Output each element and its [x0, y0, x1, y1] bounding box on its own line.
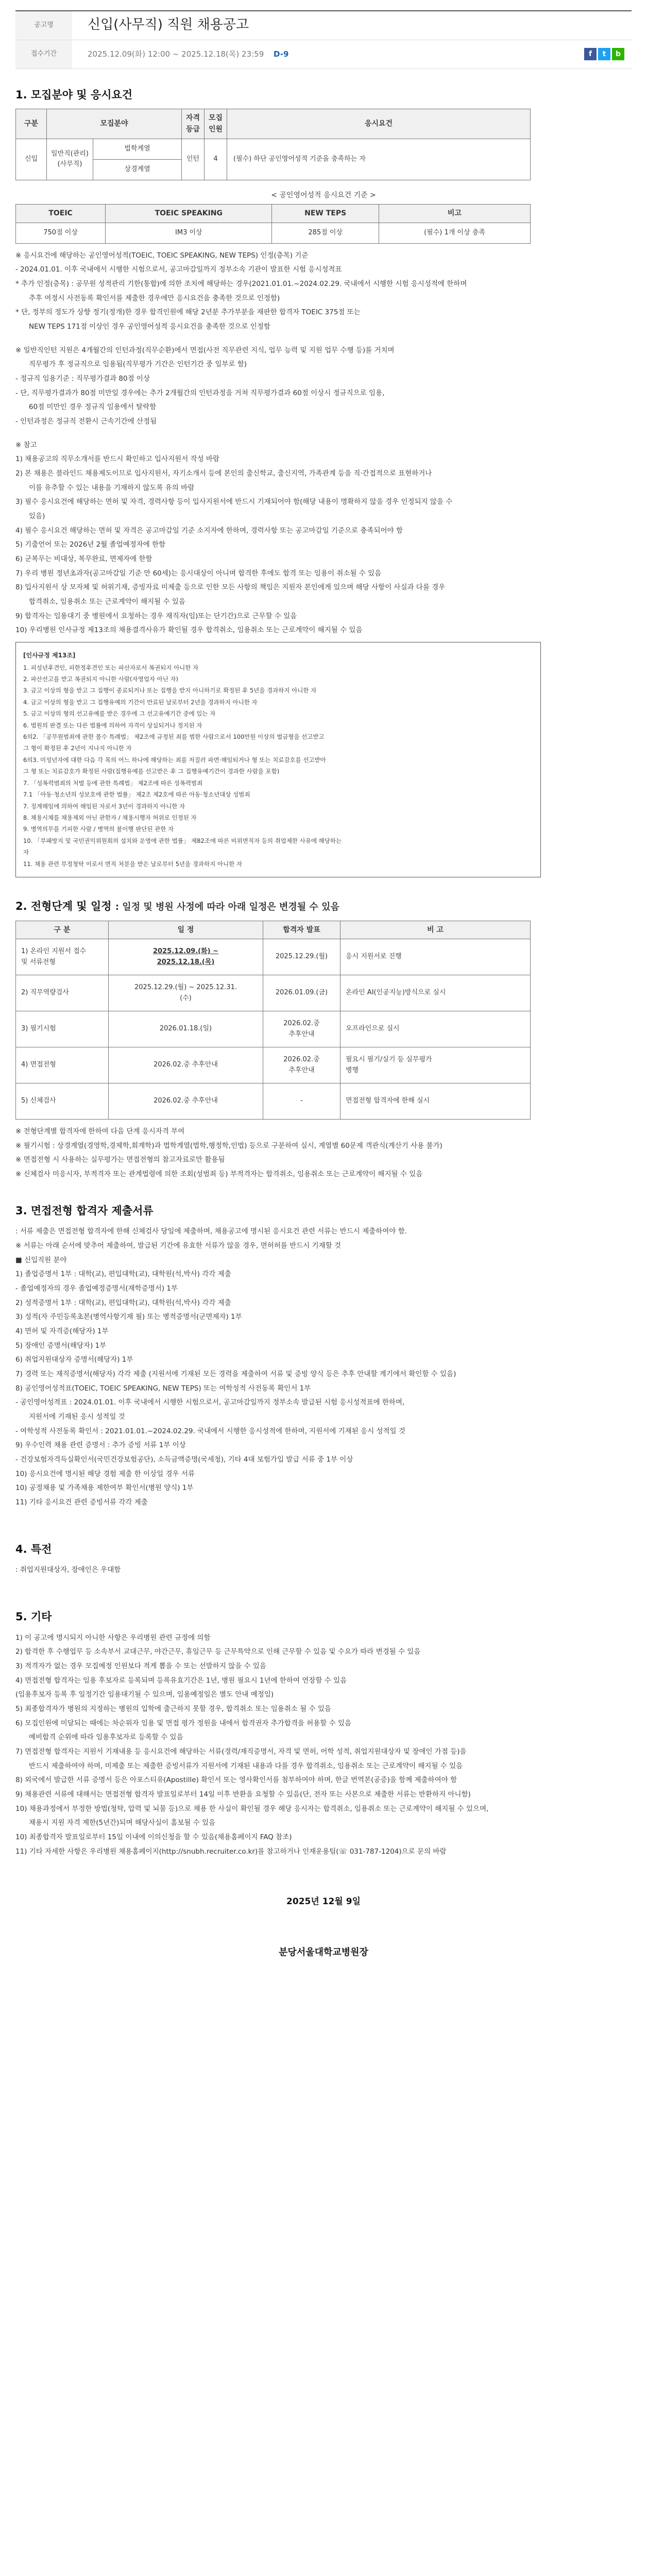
schedule-row-step: 1) 온라인 지원서 접수 및 서류전형: [16, 939, 109, 975]
schedule-note: ※ 면접전형 시 사용하는 실무평가는 면접전형의 참고자료로만 활용됨: [15, 1156, 225, 1164]
intern-notes: [15, 344, 632, 429]
dday-badge: D-9: [274, 49, 289, 59]
ref-item: 있음): [29, 512, 45, 521]
box-line: 3. 금고 이상의 형을 받고 그 집행이 종료되거나 또는 집행을 받지 아니하기로 확정된 후 5년을 경과하지 아니한 자: [23, 687, 317, 694]
notice-title: 신입(사무직) 직원 채용공고: [88, 17, 249, 33]
doc-item: 9) 우수인력 채용 관련 증명서 : 추가 증빙 서류 1부 이상: [15, 1441, 186, 1450]
notice-info-table: [15, 10, 632, 69]
doc-item: - 여학성적 사전동록 확인서 : 2021.01.01.~2024.02.29. 국내에서 시행한 응시성적에 한하며, 지원서에 기재된 응시 성적일 것: [15, 1427, 405, 1435]
schedule-row-step: 2) 직무역량검사: [16, 975, 109, 1011]
row-grade: 인턴: [182, 139, 205, 180]
schedule-row-step: 4) 면접전형: [16, 1047, 109, 1083]
col-kind: 구분: [16, 109, 47, 139]
ref-item: 이를 유추할 수 있는 내용을 기재하지 않도록 유의 바람: [29, 483, 195, 492]
sched-col-date: 일 정: [109, 921, 263, 939]
box-line: 6의2. 「공무원범죄에 관한 몰수 특례법」 제2조에 규정된 죄를 범한 사람으로서 100만원 이상의 벌금형을 선고받고: [23, 733, 325, 741]
reference-title: ※ 참고: [15, 440, 37, 449]
doc-intro-line: ※ 서류는 아래 순서에 맞추어 제출하여, 발급된 기간에 유효한 서류가 않을 경우, 면허허를 반드시 기재할 것: [15, 1242, 341, 1250]
row-sub2: 상경계열: [93, 159, 182, 180]
notice-date: 2025년 12월 9일: [286, 1896, 361, 1907]
ref-item: 합격취소, 임용취소 또는 근로계약이 해지될 수 있음: [29, 598, 185, 606]
row-field: 일반직(관리) (사무직): [47, 139, 93, 180]
eng-note-line: * 추가 인정(층목) : 공무원 성적관리 기한(통합)에 의한 조치에 해당하는 경우(2021.01.01.~2024.02.29. 국내에서 시행한 시험 응시성적에 한하며: [15, 280, 467, 288]
eng-note-line: - 2024.01.01. 이후 국내에서 시행한 시험으로서, 공고마감일까지 정부소속 기관이 발표한 시험 응시성적표: [15, 265, 342, 274]
eng-note: (필수) 1개 이상 충족: [379, 223, 530, 243]
box-line: 4. 금고 이상의 형을 받고 그 집행유예의 기간이 만료된 날로부터 2년을 경과하지 아니한 자: [23, 698, 258, 706]
schedule-row-result: -: [263, 1083, 340, 1120]
schedule-row-note: 오프라인으로 실시: [340, 1011, 531, 1047]
misc-item: 4) 면접전형 합격자는 임용 후보자로 등록되며 등록유효기간은 1년, 병원 필요시 1년에 한하여 연장할 수 있음: [15, 1676, 347, 1685]
eng-note-line: * 단, 정부의 정도가 상향 정기(정개)한 경우 합격인원에 해당 2년분 추가부분을 재판한 합격자 TOEIC 375점 또는: [15, 308, 361, 317]
misc-item: 5) 최종합격자가 병원의 지정하는 병원의 입학에 출근하지 못할 경우, 합격취소 또는 임용취소 될 수 있음: [15, 1705, 331, 1714]
ref-item: 10) 우리병원 인사규정 제13조의 채용결격사유가 확인될 경우 합격취소, 임용취소 또는 근로계약이 해지될 수 있음: [15, 626, 363, 635]
eng-note-line: NEW TEPS 171점 이상인 경우 공인영어성적 응시요건을 충족한 것으로 인정함: [29, 323, 270, 331]
application-period: 2025.12.09(화) 12:00 ~ 2025.12.18(목) 23:59: [88, 49, 264, 59]
doc-item: 3) 성적(자 주민등록초본(병역사항기재 필) 또는 병적증명서(군면제자) 1부: [15, 1313, 242, 1321]
box-line: 자: [23, 849, 29, 856]
schedule-row-result: 2026.02.중 추후안내: [263, 1047, 340, 1083]
misc-item: 1) 이 공고에 명시되지 아니한 사항은 우리병원 관련 규정에 의함: [15, 1633, 211, 1642]
box-line: 1. 피성년후견인, 피한정후견인 또는 파산자로서 복권되지 아니한 자: [23, 664, 199, 671]
doc-item: 2) 성적증명서 1부 : 대학(교), 편입대학(교), 대학원(석,박사) 각각 제출: [15, 1298, 231, 1307]
row-req: (필수) 하단 공인영어성적 기준을 충족하는 자: [227, 139, 531, 180]
misc-item: 3) 적격자가 없는 경우 모집예정 인원보다 적게 뽑을 수 또는 선발하지 않을 수 있음: [15, 1662, 266, 1671]
doc-item: 10) 응시요건에 명시된 해당 경험 제출 한 이상일 경우 서류: [15, 1469, 195, 1478]
schedule-row-date: 2026.02.중 추후안내: [109, 1047, 263, 1083]
box-line: 6의3. 미성년자에 대한 다음 각 목의 어느 하나에 해당하는 죄를 저질러 파면·해임되거나 형 또는 치료감호를 선고받아: [23, 756, 326, 764]
misc-item: 예비합격 순위에 따라 임용후보자로 등록할 수 있음: [29, 1733, 183, 1742]
twitter-icon[interactable]: t: [598, 48, 610, 60]
share-buttons: [584, 48, 624, 60]
box-line: 7. 「성폭력범죄의 처벌 등에 관한 특례법」 제2조에 따른 성폭력범죄: [23, 779, 203, 787]
doc-item: 7) 경력 또는 재직증명서(해당자) 각각 제출 (지원서에 기재된 모든 경력을 제출하여 서류 및 증빙 양식 등은 추후 안내할 계기에서 확인할 수 있음): [15, 1370, 456, 1379]
ref-item: 8) 입사지원서 상 모자체 및 허위기재, 증빙자료 미제출 등으로 인한 모든 사항의 책임은 지원자 본인에게 있으며 해당 사항이 사실과 다를 경우: [15, 583, 446, 592]
eng-col-note: 비고: [379, 205, 530, 223]
doc-item: 지원서에 기재된 응시 성적일 것: [29, 1413, 125, 1421]
misc-item: 10) 최종합격자 발표일로부터 15일 이내에 이의신청을 할 수 있음(채용홈페이지 FAQ 참조): [15, 1833, 292, 1842]
documents-intro: [15, 1225, 632, 1267]
intern-note-line: - 인턴과정은 정규직 전환시 근속기간에 산정됨: [15, 417, 157, 426]
schedule-row-step: 3) 필기시험: [16, 1011, 109, 1047]
period-label: 접수기간: [15, 40, 72, 69]
schedule-row-date: 2026.02.중 추후안내: [109, 1083, 263, 1120]
blog-icon[interactable]: b: [612, 48, 624, 60]
misc-item: 채용시 지원 자격 제한(5년간)되며 해당사실이 홈보될 수 있음: [29, 1819, 216, 1827]
notice-footer: [15, 1895, 632, 1960]
eng-note-line: ※ 응시요건에 해당하는 공인영어성적(TOEIC, TOEIC SPEAKING, NEW TEPS) 인정(층목) 기준: [15, 251, 309, 260]
schedule-row-note: 응시 지원서로 진행: [340, 939, 531, 975]
hr-rule-box: [15, 642, 541, 877]
box-line: 9. 병역의무를 기피한 사람 / 병역의 불이행 판단된 관한 자: [23, 825, 174, 833]
title-label: 공고명: [15, 11, 72, 40]
ref-item: 7) 우리 병원 정년초과자(공고마감일 기준 만 60세)는 응시대상이 아니며 합격한 후에도 합격 또는 임용이 취소될 수 있음: [15, 569, 382, 578]
reference-list: [15, 452, 632, 638]
misc-list: [15, 1631, 632, 1859]
ref-item: 4) 필수 응시요건 해당하는 면허 및 자격은 공고마감일 기준 소지자에 한하며, 경력사항 또는 공고마감일 기준으로 충족되어야 함: [15, 526, 403, 535]
schedule-notes: [15, 1125, 632, 1182]
doc-item: - 건강보험자격득실확인서(국민건강보험공단), 소득금액증명(국세청), 기타 4대 보험가입 발급 서류 중 1부 이상: [15, 1455, 353, 1464]
sched-col-result: 합격자 발표: [263, 921, 340, 939]
ref-item: 6) 군복무는 비대상, 복무완료, 면제자에 한함: [15, 555, 152, 564]
box-title: [인사규정 제13조]: [23, 652, 76, 659]
box-line: 11. 채용 관련 부정청탁 이로서 면직 처분을 받은 날로부터 5년을 경과하지 아니한 자: [23, 860, 242, 868]
row-sub1: 법학계열: [93, 139, 182, 159]
schedule-row-note: 면접전형 합격자에 한해 실시: [340, 1083, 531, 1120]
intern-note-line: - 단, 직무평가결과가 80점 미만일 경우에는 추가 2개월간의 인턴과정을 거쳐 직무평가결과 60점 이상시 정규직으로 임용,: [15, 388, 385, 397]
box-line: 그 형이 확정된 후 2년이 지나지 아니한 자: [23, 744, 132, 752]
eng-speaking: IM3 이상: [106, 223, 272, 243]
doc-item: - 공인영어성적표 : 2024.01.01. 이후 국내에서 시행한 시험으로서, 공고마감일까지 정부소속 발급된 시험 응시성적표에 한하며,: [15, 1398, 405, 1407]
eng-toeic: 750점 이상: [16, 223, 106, 243]
schedule-row-result: 2026.01.09.(금): [263, 975, 340, 1011]
doc-item: 5) 장애인 증명서(해당자) 1부: [15, 1341, 107, 1350]
row-kind: 신입: [16, 139, 47, 180]
schedule-row-note: 온라인 AI(인공지능)방식으로 실시: [340, 975, 531, 1011]
box-line: 7.1 「아동·청소년의 성보호에 관한 법률」 제2조 제2호에 따른 아동·청소년대상 성범죄: [23, 791, 250, 799]
english-score-table: [15, 204, 531, 243]
doc-intro-line: : 서류 제출은 면접전형 합격자에 한해 신체검사 당일에 제출하며, 채용공고에 명시된 응시요건 관련 서류는 반드시 제출하여야 함.: [15, 1227, 407, 1236]
doc-item: 4) 면허 및 자격증(해당자) 1부: [15, 1327, 109, 1336]
eng-col-toeic: TOEIC: [16, 205, 106, 223]
benefit-line: : 취업지원대상자, 장애인은 우대함: [15, 1566, 121, 1574]
misc-item: 반드시 제출하여야 하며, 미제출 또는 제출한 증빙서류가 지원서에 기재된 내용과 다를 경우 합격취소, 임용취소 또는 근로계약이 해지될 수 있음: [29, 1761, 463, 1770]
col-req: 응시요건: [227, 109, 531, 139]
section-2-subtitle: : 일정 및 병원 사정에 따라 아래 일정은 변경될 수 있음: [115, 902, 339, 913]
schedule-row-step: 5) 신체검사: [16, 1083, 109, 1120]
schedule-row-result: 2025.12.29.(월): [263, 939, 340, 975]
schedule-note: ※ 신체검사 미응시자, 부적격자 또는 관계법령에 의한 조회(성범죄 등) 부적격자는 합격취소, 임용취소 또는 근로계약이 해지될 수 있음: [15, 1170, 423, 1179]
col-field: 모집분야: [47, 109, 182, 139]
misc-item: 7) 면접전형 합격자는 지원서 기재내용 등 응시요건에 해당하는 서류(경력/재직증명서, 자격 및 면허, 어학 성적, 취업지원대상자 및 장애인 가점 등)을: [15, 1748, 467, 1756]
intern-note-line: - 정규직 임용기준 : 직무평가결과 80점 이상: [15, 375, 150, 383]
schedule-row-date: 2026.01.18.(일): [109, 1011, 263, 1047]
section-2-title: 2. 전형단계 및 일정: [15, 900, 112, 913]
ref-item: 1) 채용공고의 직무소개서를 반드시 확인하고 입사지원서 작성 바람: [15, 455, 220, 464]
facebook-icon[interactable]: f: [584, 48, 597, 60]
doc-intro-line: ■ 신입직원 분야: [15, 1256, 67, 1264]
schedule-row-result: 2026.02.중 추후안내: [263, 1011, 340, 1047]
issuing-organization: 분당서울대학교병원장: [279, 1946, 368, 1958]
sched-col-step: 구 분: [16, 921, 109, 939]
misc-item: 9) 채용관련 서류에 대해서는 면접전형 합격자 발표일로부터 14일 이후 반환을 요청할 수 있음(단, 전자 또는 사본으로 제출한 서류는 반환하지 아니함): [15, 1790, 471, 1799]
ref-item: 2) 본 채용은 블라인드 채용제도이므로 입사지원서, 자기소개서 등에 본인의 출신학교, 출신지역, 가족관계 등을 직·간접적으로 표현하거나: [15, 469, 432, 478]
section-1-heading: 1. 모집분야 및 응시요건: [15, 88, 133, 101]
box-line: 그 형 또는 치료감호가 확정된 사람(집행유예를 선고받은 후 그 집행유예기간이 경과한 사람을 포함): [23, 768, 280, 775]
eng-col-speaking: TOEIC SPEAKING: [106, 205, 272, 223]
recruit-field-table: [15, 109, 531, 180]
box-line: 7. 징계해임에 의하여 해임된 자로서 3년이 경과하지 아니한 자: [23, 802, 185, 810]
misc-item: 10) 채용과정에서 부정한 방법(청탁, 압력 및 뇌물 등)으로 채용 한 사실이 확인될 경우 해당 응시자는 합격취소, 임용취소 또는 근로계약이 해지될 수 있으며,: [15, 1804, 489, 1813]
schedule-row-note: 필요시 필기/실기 등 실무평가 병행: [340, 1047, 531, 1083]
eng-teps: 285점 이상: [272, 223, 379, 243]
doc-item: - 졸업예정자의 경우 졸업예정증명서(재학증명서) 1부: [15, 1284, 178, 1293]
doc-item: 1) 졸업증명서 1부 : 대학(교), 편입대학(교), 대학원(석,박사) 각각 제출: [15, 1270, 231, 1279]
ref-item: 3) 필수 응시요건에 해당하는 면허 및 자격, 경력사항 등이 입사지원서에 반드시 기재되어야 함(해당 내용이 명확하지 않을 경우 인정되지 않을 수: [15, 498, 453, 506]
section-2-heading: [15, 898, 632, 916]
doc-item: 10) 공정채용 및 가족채용 제한여부 확인서(병원 양식) 1부: [15, 1484, 194, 1493]
misc-item: 8) 외국에서 발급한 서류 증명서 등은 아포스티유(Apostille) 확인서 또는 영사확인서를 첨부하여야 하며, 한글 번역본(공증)을 함께 제출하여야 함: [15, 1776, 457, 1785]
sched-col-note: 비 고: [340, 921, 531, 939]
doc-item: 8) 공인영어성적표(TOEIC, TOEIC SPEAKING, NEW TEPS) 또는 여학성적 사전동록 확인서 1부: [15, 1384, 311, 1393]
doc-item: 6) 취업지원대상자 증명서(해당자) 1부: [15, 1355, 133, 1364]
eng-col-teps: NEW TEPS: [272, 205, 379, 223]
intern-note-line: 직무평가 후 정규직으로 임용됨(직무평가 기간은 인턴기간 중 일부로 함): [29, 360, 247, 369]
box-line: 10. 「부패방지 및 국민권익위원회의 설치와 운영에 관한 법률」 제82조에 따른 비위면직자 등의 취업제한 사유에 해당하는: [23, 837, 342, 844]
schedule-note: ※ 전형단계별 합격자에 한하여 다음 단계 응시자격 부여: [15, 1127, 185, 1136]
row-count: 4: [205, 139, 227, 180]
english-score-caption: < 공인영어성적 응시요건 기준 >: [271, 191, 376, 199]
misc-item: 2) 합격한 후 수행업무 등 소속부서 교대근무, 야간근무, 휴일근무 등 근무특약으로 인해 근무할 수 있음 및 수요가 따라 변경될 수 있음: [15, 1648, 421, 1656]
section-3-heading: 3. 면접전형 합격자 제출서류: [15, 1204, 154, 1217]
misc-item: 11) 기타 자세한 사항은 우리병원 채용홈페이지(http://snubh.recruiter.co.kr)를 참고하거나 인재운용팀(☏ 031-787-1204)으로 문의 바람: [15, 1847, 447, 1856]
box-line: 2. 파산선고를 받고 복권되지 아니한 사람(자영업자 아닌 자): [23, 675, 179, 683]
intern-note-line: 60점 미만인 경우 정규직 임용에서 탈락함: [29, 403, 157, 412]
schedule-row-date: 2025.12.09.(화) ~ 2025.12.18.(목): [109, 939, 263, 975]
box-line: 6. 법원의 판결 또는 다른 법률에 의하여 자격이 상실되거나 정지된 자: [23, 721, 202, 729]
eng-note-line: 추후 여정시 사전동록 확인서를 제출한 경우에만 응시요건을 충족한 것으로 인정함): [29, 294, 280, 302]
section-5-heading: 5. 기타: [15, 1611, 52, 1623]
box-line: 5. 금고 이상의 형의 선고유예를 받은 경우에 그 선고유예기간 중에 있는 자: [23, 710, 216, 718]
col-grade: 자격 등급: [182, 109, 205, 139]
box-line: 8. 채용시체를 채용제외 아닌 관한자 / 채용시행자 허위로 인정된 자: [23, 814, 197, 821]
schedule-table: [15, 921, 531, 1120]
ref-item: 9) 합격자는 임용대기 중 병원에서 요청하는 경우 재직자(임)또는 단기간)으로 근무할 수 있음: [15, 612, 297, 620]
schedule-note: ※ 필기시험 : 상경계열(경영학,경제학,회계학)과 법학계열(법학,행정학,인법) 등으로 구분하여 실시, 계열별 60문제 객관식(계산기 사용 불가): [15, 1141, 442, 1150]
misc-item: 6) 모집인원에 미달되는 때에는 차순위자 임용 및 면접 평가 정원을 내에서 합격권자 추가합격을 허용할 수 있음: [15, 1719, 352, 1727]
doc-item: 11) 기타 응시요건 관련 증빙서류 각각 제출: [15, 1498, 148, 1507]
schedule-row-date: 2025.12.29.(월) ~ 2025.12.31. (수): [109, 975, 263, 1011]
misc-item: (임용후보자 등록 후 일정기간 임용대기될 수 있으며, 임용예정일은 별도 안내 예정임): [15, 1690, 274, 1699]
english-notes: [15, 249, 632, 334]
ref-item: 5) 기출언어 또는 2026년 2월 졸업예정자에 한함: [15, 540, 166, 549]
documents-list: [15, 1267, 632, 1510]
col-count: 모집 인원: [205, 109, 227, 139]
intern-note-line: ※ 일반직인턴 지원은 4개월간의 인턴과정(직무순환)에서 면접(사전 직무관련 지식, 업무 능력 및 지원 업무 수행 등)를 거치며: [15, 346, 395, 354]
section-4-heading: 4. 특전: [15, 1543, 52, 1555]
